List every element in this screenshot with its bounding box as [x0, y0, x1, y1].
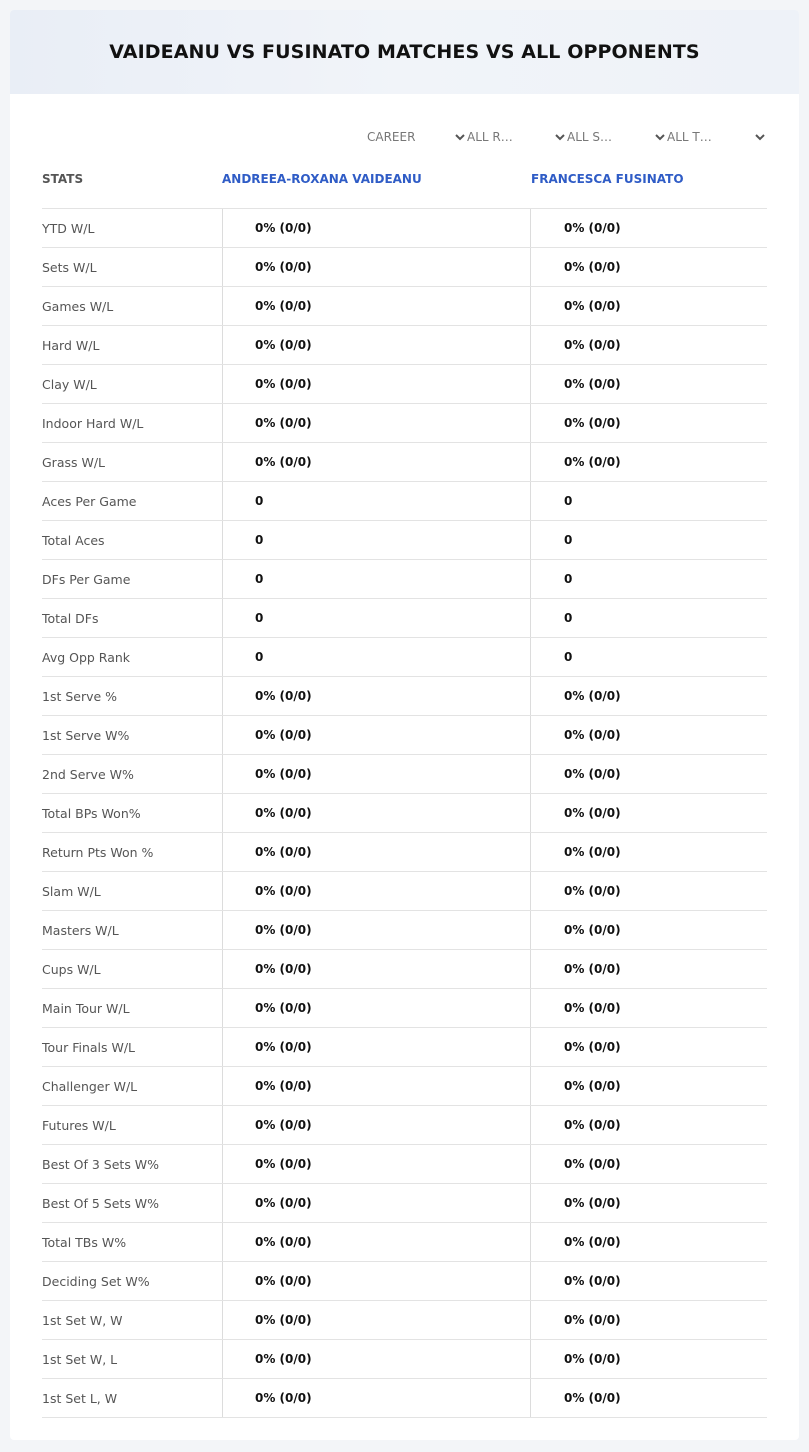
player1-stat-value: 0: [255, 494, 264, 508]
column-divider: [530, 1301, 531, 1339]
column-divider: [530, 1340, 531, 1378]
stat-label: Best Of 5 Sets W%: [42, 1195, 160, 1211]
player1-stat-value: 0% (0/0): [255, 260, 312, 274]
player1-stat-value: 0% (0/0): [255, 884, 312, 898]
column-divider: [222, 1301, 223, 1339]
filter-label: ALL R…: [467, 130, 513, 144]
player2-stat-value: 0: [564, 572, 573, 586]
card-header: [10, 10, 799, 94]
player1-stat-value: 0: [255, 572, 264, 586]
column-divider: [530, 404, 531, 442]
filter-tournaments-select[interactable]: [667, 128, 767, 146]
player1-stat-value: 0% (0/0): [255, 1196, 312, 1210]
stat-label: Grass W/L: [42, 454, 106, 470]
player2-stat-value: 0% (0/0): [564, 1391, 621, 1405]
player1-stat-value: 0% (0/0): [255, 1235, 312, 1249]
filter-label: ALL T…: [667, 130, 712, 144]
table-row: [42, 793, 767, 832]
player1-stat-value: 0% (0/0): [255, 1079, 312, 1093]
table-row: [42, 247, 767, 286]
filter-label: ALL S…: [567, 130, 613, 144]
column-divider: [222, 677, 223, 715]
table-row: [42, 637, 767, 676]
player2-stat-value: 0% (0/0): [564, 221, 621, 235]
column-divider: [530, 521, 531, 559]
player1-stat-value: 0% (0/0): [255, 962, 312, 976]
column-divider: [222, 716, 223, 754]
table-row: [42, 286, 767, 325]
player2-stat-value: 0: [564, 533, 573, 547]
player1-stat-value: 0% (0/0): [255, 416, 312, 430]
stat-label: Sets W/L: [42, 259, 97, 275]
column-divider: [530, 911, 531, 949]
column-divider: [530, 248, 531, 286]
table-row: [42, 1105, 767, 1144]
player2-stat-value: 0% (0/0): [564, 767, 621, 781]
player1-stat-value: 0% (0/0): [255, 923, 312, 937]
table-row: [42, 442, 767, 481]
player1-stat-value: 0% (0/0): [255, 455, 312, 469]
column-divider: [530, 989, 531, 1027]
column-divider: [530, 1106, 531, 1144]
player2-stat-value: 0% (0/0): [564, 689, 621, 703]
stat-label: Tour Finals W/L: [42, 1039, 136, 1055]
filter-bar: [367, 128, 767, 146]
player1-stat-value: 0% (0/0): [255, 1157, 312, 1171]
player2-stat-value: 0% (0/0): [564, 962, 621, 976]
column-divider: [222, 755, 223, 793]
player2-stat-value: 0% (0/0): [564, 845, 621, 859]
stat-label: Total TBs W%: [42, 1234, 127, 1250]
column-divider: [222, 911, 223, 949]
stat-label: Return Pts Won %: [42, 844, 154, 860]
stat-label: 1st Set W, W: [42, 1312, 123, 1328]
stat-label: Avg Opp Rank: [42, 649, 131, 665]
table-row: [42, 598, 767, 637]
player1-stat-value: 0% (0/0): [255, 728, 312, 742]
chevron-down-icon: [753, 130, 767, 144]
stat-label: Total Aces: [42, 532, 105, 548]
stat-label: Total BPs Won%: [42, 805, 141, 821]
stat-label: Masters W/L: [42, 922, 119, 938]
column-divider: [530, 833, 531, 871]
column-divider: [530, 794, 531, 832]
column-divider: [530, 443, 531, 481]
player2-stat-value: 0% (0/0): [564, 1079, 621, 1093]
table-row: [42, 1339, 767, 1378]
player1-stat-value: 0: [255, 533, 264, 547]
player1-stat-value: 0% (0/0): [255, 299, 312, 313]
player2-stat-value: 0% (0/0): [564, 923, 621, 937]
table-row: [42, 325, 767, 364]
column-divider: [530, 209, 531, 247]
column-divider: [222, 1106, 223, 1144]
player1-stat-value: 0% (0/0): [255, 1391, 312, 1405]
table-row: [42, 481, 767, 520]
column-divider: [530, 326, 531, 364]
player1-stat-value: 0% (0/0): [255, 689, 312, 703]
player1-stat-value: 0% (0/0): [255, 338, 312, 352]
column-divider: [222, 1028, 223, 1066]
table-row: [42, 910, 767, 949]
column-divider: [222, 521, 223, 559]
player1-stat-value: 0% (0/0): [255, 1118, 312, 1132]
column-divider: [222, 404, 223, 442]
player2-stat-value: 0% (0/0): [564, 377, 621, 391]
stat-label: 1st Set W, L: [42, 1351, 118, 1367]
player2-stat-value: 0% (0/0): [564, 806, 621, 820]
column-divider: [530, 755, 531, 793]
column-divider: [530, 482, 531, 520]
table-row: [42, 754, 767, 793]
player1-stat-value: 0: [255, 611, 264, 625]
column-divider: [222, 989, 223, 1027]
column-divider: [530, 287, 531, 325]
column-divider: [222, 326, 223, 364]
table-row: [42, 988, 767, 1027]
player2-stat-value: 0% (0/0): [564, 884, 621, 898]
column-divider: [530, 1223, 531, 1261]
stat-label: Cups W/L: [42, 961, 101, 977]
column-divider: [222, 1223, 223, 1261]
player2-stat-value: 0% (0/0): [564, 728, 621, 742]
stat-label: 1st Serve %: [42, 688, 118, 704]
table-row: [42, 520, 767, 559]
table-row: [42, 1144, 767, 1183]
column-divider: [222, 1184, 223, 1222]
player1-stat-value: 0% (0/0): [255, 377, 312, 391]
stat-label: Hard W/L: [42, 337, 100, 353]
column-divider: [222, 1340, 223, 1378]
player2-stat-value: 0% (0/0): [564, 1313, 621, 1327]
player1-stat-value: 0% (0/0): [255, 1040, 312, 1054]
table-row: [42, 1066, 767, 1105]
player2-stat-value: 0% (0/0): [564, 416, 621, 430]
player2-stat-value: 0% (0/0): [564, 338, 621, 352]
stat-label: Games W/L: [42, 298, 114, 314]
table-row: [42, 1222, 767, 1261]
stat-label: Challenger W/L: [42, 1078, 138, 1094]
table-row: [42, 1261, 767, 1300]
chevron-down-icon: [653, 130, 667, 144]
table-row: [42, 403, 767, 442]
table-row: [42, 1183, 767, 1222]
player1-stat-value: 0% (0/0): [255, 1313, 312, 1327]
table-row: [42, 676, 767, 715]
stat-label: 2nd Serve W%: [42, 766, 134, 782]
table-row: [42, 364, 767, 403]
column-divider: [530, 1262, 531, 1300]
stat-label: Slam W/L: [42, 883, 101, 899]
player2-stat-value: 0% (0/0): [564, 1040, 621, 1054]
column-divider: [530, 560, 531, 598]
stats-card: [10, 10, 799, 1440]
column-divider: [222, 365, 223, 403]
player2-stat-value: 0: [564, 494, 573, 508]
player2-stat-value: 0% (0/0): [564, 299, 621, 313]
stat-label: Best Of 3 Sets W%: [42, 1156, 160, 1172]
column-divider: [530, 599, 531, 637]
column-divider: [530, 1067, 531, 1105]
column-divider: [530, 677, 531, 715]
player2-stat-value: 0% (0/0): [564, 1001, 621, 1015]
player2-stat-value: 0% (0/0): [564, 1352, 621, 1366]
stat-label: Aces Per Game: [42, 493, 137, 509]
column-divider: [530, 1379, 531, 1417]
table-row: [42, 871, 767, 910]
player1-stat-value: 0% (0/0): [255, 1352, 312, 1366]
player2-stat-value: 0: [564, 611, 573, 625]
stat-label: Total DFs: [42, 610, 99, 626]
filter-surfaces-select[interactable]: [567, 128, 667, 146]
table-row: [42, 949, 767, 988]
player1-stat-value: 0: [255, 650, 264, 664]
column-divider: [222, 1379, 223, 1417]
chevron-down-icon: [553, 130, 567, 144]
stat-label: Futures W/L: [42, 1117, 116, 1133]
stat-label: Main Tour W/L: [42, 1000, 130, 1016]
filter-rounds-select[interactable]: [467, 128, 567, 146]
table-row: [42, 208, 767, 247]
player2-stat-value: 0: [564, 650, 573, 664]
player1-column-header[interactable]: ANDREEA-ROXANA VAIDEANU: [222, 172, 422, 186]
table-row: [42, 1027, 767, 1066]
column-divider: [222, 209, 223, 247]
column-divider: [530, 365, 531, 403]
filter-label: CAREER: [367, 130, 416, 144]
player2-stat-value: 0% (0/0): [564, 1196, 621, 1210]
column-divider: [222, 1145, 223, 1183]
stat-label: DFs Per Game: [42, 571, 131, 587]
player1-stat-value: 0% (0/0): [255, 1274, 312, 1288]
column-divider: [222, 560, 223, 598]
page-title: VAIDEANU VS FUSINATO MATCHES VS ALL OPPONENTS: [109, 41, 700, 63]
player2-stat-value: 0% (0/0): [564, 455, 621, 469]
stat-label: YTD W/L: [42, 220, 95, 236]
stats-column-header: STATS: [42, 172, 84, 186]
column-divider: [222, 482, 223, 520]
column-divider: [222, 950, 223, 988]
table-row: [42, 1378, 767, 1418]
stat-label: Indoor Hard W/L: [42, 415, 144, 431]
player1-stat-value: 0% (0/0): [255, 806, 312, 820]
column-divider: [222, 599, 223, 637]
table-row: [42, 832, 767, 871]
player1-stat-value: 0% (0/0): [255, 767, 312, 781]
stat-label: 1st Set L, W: [42, 1390, 118, 1406]
column-divider: [222, 872, 223, 910]
column-divider: [222, 443, 223, 481]
column-divider: [530, 872, 531, 910]
column-divider: [530, 716, 531, 754]
column-divider: [222, 248, 223, 286]
column-divider: [530, 1184, 531, 1222]
column-divider: [222, 1067, 223, 1105]
player1-stat-value: 0% (0/0): [255, 845, 312, 859]
column-divider: [222, 794, 223, 832]
player2-stat-value: 0% (0/0): [564, 1235, 621, 1249]
column-divider: [530, 638, 531, 676]
column-divider: [530, 1145, 531, 1183]
column-divider: [222, 1262, 223, 1300]
column-divider: [222, 833, 223, 871]
column-divider: [222, 638, 223, 676]
player2-stat-value: 0% (0/0): [564, 1274, 621, 1288]
stat-label: Deciding Set W%: [42, 1273, 150, 1289]
player2-stat-value: 0% (0/0): [564, 1118, 621, 1132]
table-row: [42, 1300, 767, 1339]
column-divider: [222, 287, 223, 325]
stat-label: Clay W/L: [42, 376, 97, 392]
player1-stat-value: 0% (0/0): [255, 1001, 312, 1015]
chevron-down-icon: [453, 130, 467, 144]
stat-label: 1st Serve W%: [42, 727, 130, 743]
player1-stat-value: 0% (0/0): [255, 221, 312, 235]
player2-stat-value: 0% (0/0): [564, 260, 621, 274]
filter-career-select[interactable]: [367, 128, 467, 146]
table-row: [42, 715, 767, 754]
column-divider: [530, 1028, 531, 1066]
table-row: [42, 559, 767, 598]
column-divider: [530, 950, 531, 988]
stats-table: [42, 208, 767, 1418]
player2-column-header[interactable]: FRANCESCA FUSINATO: [531, 172, 684, 186]
player2-stat-value: 0% (0/0): [564, 1157, 621, 1171]
